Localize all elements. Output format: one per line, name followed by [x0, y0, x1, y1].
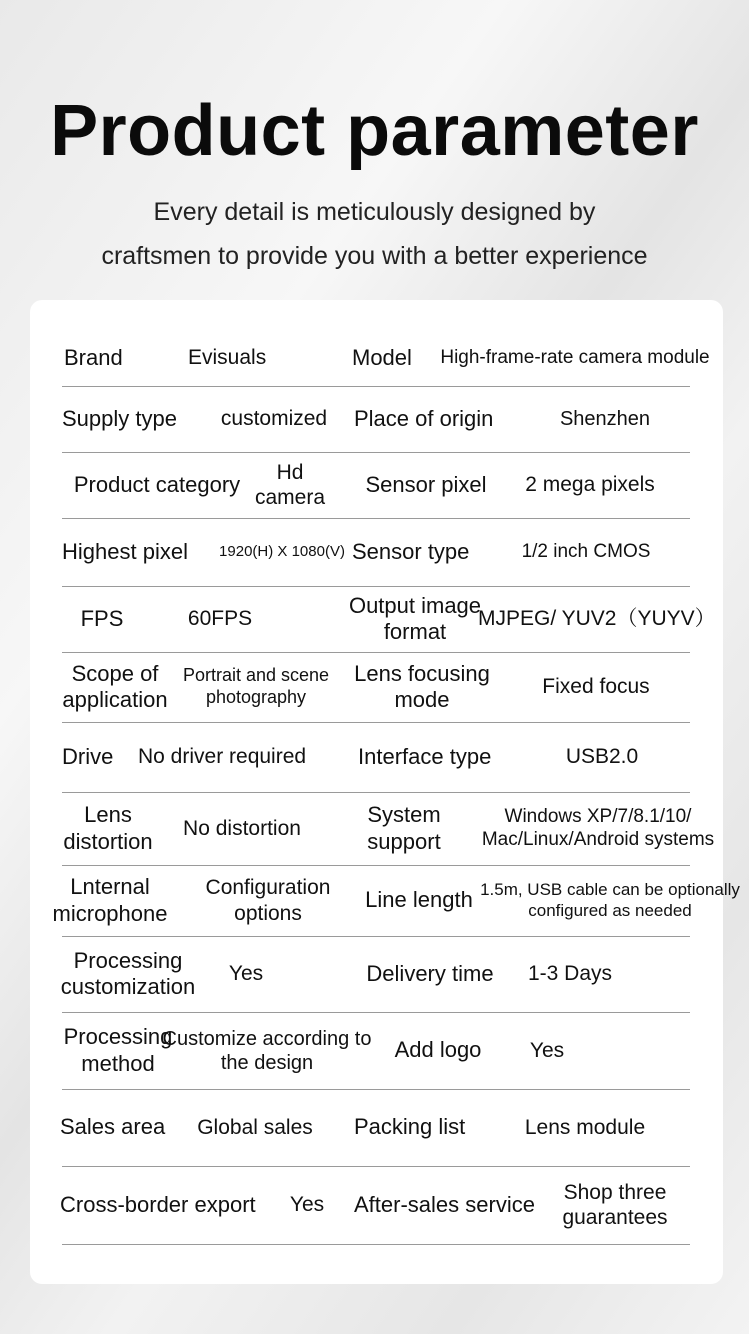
value-b: MJPEG/ YUV2（YUYV）	[478, 607, 716, 631]
label-b: Lens focusing mode	[354, 660, 490, 712]
label-a: Drive	[62, 743, 114, 769]
page-title: Product parameter	[50, 91, 699, 171]
value-b: Lens module	[524, 1115, 646, 1139]
table-row	[30, 518, 723, 586]
value-a: Global sales	[197, 1115, 313, 1139]
value-a: 1920(H) X 1080(V)	[219, 543, 345, 560]
label-b: Delivery time	[366, 960, 494, 986]
value-b: Fixed focus	[542, 675, 650, 699]
label-b: Packing list	[354, 1114, 466, 1140]
row-divider	[62, 1244, 690, 1245]
table-row	[30, 792, 723, 865]
value-a: Yes	[228, 962, 264, 986]
label-a: Sales area	[60, 1114, 166, 1140]
subtitle-line-1: Every detail is meticulously designed by	[153, 198, 596, 226]
label-a: Processing customization	[60, 947, 196, 999]
label-b: Sensor pixel	[365, 471, 487, 497]
label-a: Lens distortion	[63, 802, 153, 854]
value-b: High-frame-rate camera module	[440, 346, 710, 368]
label-b: Output image format	[348, 592, 482, 644]
value-b: Windows XP/7/8.1/10/ Mac/Linux/Android systems	[481, 805, 715, 850]
label-b: Line length	[365, 887, 473, 913]
table-row	[30, 330, 723, 386]
value-b: USB2.0	[565, 745, 639, 769]
value-b: Shop three guarantees	[562, 1180, 668, 1229]
value-a: Customize according to the design	[162, 1027, 372, 1074]
label-a: Scope of application	[62, 660, 168, 712]
label-a: FPS	[80, 605, 124, 631]
table-row	[30, 1089, 723, 1166]
value-b: Shenzhen	[559, 408, 651, 430]
table-row	[30, 652, 723, 722]
label-b: Sensor type	[352, 538, 470, 564]
table-row	[30, 386, 723, 452]
value-a: 60FPS	[187, 607, 253, 631]
subtitle-line-2: craftsmen to provide you with a better experience	[101, 242, 648, 270]
value-b: 1.5m, USB cable can be optionally configured as needed	[480, 880, 740, 920]
label-a: Brand	[64, 344, 123, 370]
table-row	[30, 1166, 723, 1244]
label-b: After-sales service	[354, 1191, 535, 1217]
table-row	[30, 865, 740, 936]
table-row	[30, 1012, 723, 1089]
value-a: Evisuals	[188, 346, 267, 370]
table-row	[30, 452, 723, 518]
label-b: System support	[367, 802, 441, 854]
label-a: Highest pixel	[62, 538, 188, 564]
label-b: Model	[352, 344, 412, 370]
label-a: Product category	[73, 471, 241, 497]
value-a: No distortion	[183, 816, 301, 840]
label-a: Lnternal microphone	[52, 874, 168, 926]
value-b: Yes	[529, 1038, 565, 1062]
label-b: Add logo	[394, 1037, 482, 1063]
label-a: Cross-border export	[60, 1191, 256, 1217]
value-a: Configuration options	[205, 876, 331, 925]
value-b: 1-3 Days	[527, 962, 613, 986]
table-row	[30, 722, 723, 792]
table-row	[30, 936, 723, 1012]
table-row	[30, 586, 723, 652]
label-a: Processing method	[63, 1024, 173, 1076]
label-b: Interface type	[358, 743, 492, 769]
value-b: 2 mega pixels	[525, 473, 655, 497]
label-b: Place of origin	[354, 405, 494, 431]
value-a: Yes	[289, 1193, 325, 1217]
value-a: Portrait and scene photography	[182, 665, 330, 707]
label-a: Supply type	[62, 405, 177, 431]
value-a: Hd camera	[254, 460, 326, 509]
parameter-table	[30, 300, 740, 1284]
value-b: 1/2 inch CMOS	[521, 540, 651, 562]
value-a: No driver required	[138, 745, 307, 769]
value-a: customized	[220, 407, 328, 431]
